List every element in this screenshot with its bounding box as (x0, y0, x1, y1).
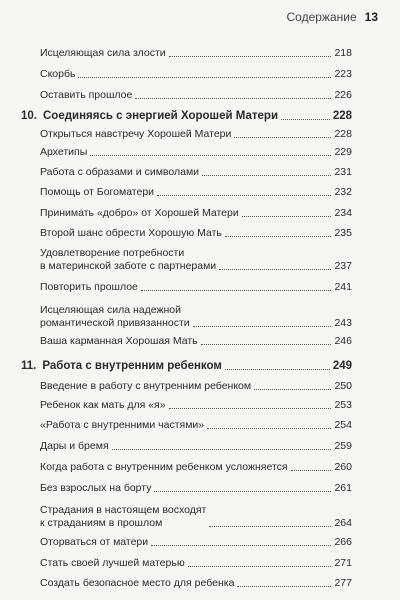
toc-entry (40, 281, 352, 294)
leader-dots (112, 449, 332, 450)
leader-dots (154, 491, 331, 492)
toc-entry-title: Открыться навстречу Хорошей Матери (40, 128, 232, 140)
toc-entry-page: 261 (334, 482, 352, 494)
toc-entry-title-line: Исцеляющая сила надежной (40, 304, 181, 316)
toc-entry-page: 229 (334, 146, 352, 158)
leader-dots (201, 344, 332, 345)
leader-dots (188, 566, 332, 567)
toc-entry-page: 250 (334, 380, 352, 392)
toc-entry-page: 241 (334, 281, 352, 293)
toc-entry (40, 304, 352, 330)
leader-dots (141, 290, 332, 291)
toc-entry (40, 536, 352, 549)
toc-entry-title: Исцеляющая сила злости (40, 47, 166, 59)
chapter-entry (21, 110, 352, 123)
toc-entry-page: 234 (334, 207, 352, 219)
leader-dots (225, 236, 332, 237)
toc-entry-title (40, 304, 190, 330)
toc-entry-title-line: к страданиям в прошлом (40, 517, 163, 529)
leader-dots (207, 428, 331, 429)
toc-entry-page: 271 (334, 557, 352, 569)
toc-entry-title: Дары и бремя (40, 440, 109, 452)
chapter-number: 10. (21, 110, 37, 122)
toc-entry-title-line: в материнской заботе с партнерами (40, 260, 217, 272)
toc-entry-title: Оторваться от матери (40, 536, 149, 548)
toc-entry-page: 264 (334, 517, 352, 529)
toc-entry (40, 207, 352, 220)
toc-entry (40, 399, 352, 412)
toc-entry-page: 259 (334, 440, 352, 452)
toc-entry-page: 246 (334, 335, 352, 347)
toc-entry-title: Второй шанс обрести Хорошую Мать (40, 227, 222, 239)
leader-dots (151, 545, 331, 546)
toc-entry (40, 380, 352, 393)
toc-entry-page: 237 (334, 260, 352, 272)
leader-dots (90, 155, 331, 156)
toc-entry-page: 266 (334, 536, 352, 548)
toc-entry-page: 254 (334, 419, 352, 431)
toc-entry-title: Повторить прошлое (40, 281, 138, 293)
toc-entry (40, 89, 352, 102)
toc-entry-title: Введение в работу с внутренним ребенком (40, 380, 252, 392)
chapter-title: Соединяясь с энергией Хорошей Матери (43, 110, 279, 122)
page-number: 13 (364, 10, 378, 24)
toc-entry-title-line: Страдания в настоящем восходят (40, 504, 207, 516)
toc-entry (40, 47, 352, 60)
chapter-number: 11. (21, 360, 37, 372)
toc-entry-title: Ребенок как мать для «я» (40, 399, 166, 411)
toc-entry-title: Без взрослых на борту (40, 482, 152, 494)
toc-entry-page: 218 (334, 47, 352, 59)
leader-dots (254, 389, 331, 390)
toc-entry (40, 247, 352, 273)
toc-entry-title-line: Удовлетворение потребности (40, 247, 185, 259)
leader-dots (242, 216, 332, 217)
toc-entry (40, 128, 352, 141)
toc-entry-title: Когда работа с внутренним ребенком усложняется (40, 461, 288, 473)
leader-dots (202, 175, 331, 176)
toc-entry-page: 223 (334, 68, 352, 80)
toc-entry-page: 253 (334, 399, 352, 411)
toc-entry-page: 228 (334, 128, 352, 140)
toc-entry-page: 243 (334, 317, 352, 329)
chapter-page: 228 (332, 110, 352, 122)
leader-dots (237, 586, 331, 587)
leader-dots (291, 470, 332, 471)
leader-dots (169, 408, 332, 409)
toc-entry-title: Стать своей лучшей матерью (40, 557, 185, 569)
leader-dots (135, 98, 331, 99)
toc-entry-title: Ваша карманная Хорошая Мать (40, 335, 198, 347)
toc-entry-title: Работа с образами и символами (40, 166, 200, 178)
chapter-page: 249 (332, 360, 352, 372)
leader-dots (234, 137, 331, 138)
toc-entry-page: 235 (334, 227, 352, 239)
toc-entry (40, 227, 352, 240)
toc-entry (40, 504, 352, 530)
toc-entry-title (40, 247, 216, 273)
toc-entry-title: «Работа с внутренними частями» (40, 419, 205, 431)
toc-entry (40, 577, 352, 590)
toc-entry (40, 461, 352, 474)
toc-entry (40, 440, 352, 453)
leader-dots (193, 326, 332, 327)
toc-entry (40, 166, 352, 179)
leader-dots (281, 119, 330, 120)
leader-dots (225, 369, 330, 370)
running-head: Содержание (286, 10, 357, 24)
toc-entry (40, 482, 352, 495)
leader-dots (169, 56, 332, 57)
toc-entry (40, 146, 352, 159)
toc-entry-title: Скорбь (40, 68, 76, 80)
toc-entry-title: Оставить прошлое (40, 89, 133, 101)
toc-entry-page: 277 (334, 577, 352, 589)
leader-dots (219, 269, 331, 270)
toc-entry-title: Принимать «добро» от Хорошей Матери (40, 207, 239, 219)
toc-entry (40, 68, 352, 81)
leader-dots (78, 77, 331, 78)
chapter-entry (21, 360, 352, 373)
toc-entry-title: Архетипы (40, 146, 88, 158)
toc-entry-page: 232 (334, 186, 352, 198)
toc-entry-page: 226 (334, 89, 352, 101)
leader-dots (157, 195, 331, 196)
toc-entry-title: Создать безопасное место для ребенка (40, 577, 235, 589)
toc-entry-title (40, 504, 206, 530)
chapter-title: Работа с внутренним ребенком (42, 360, 222, 372)
toc-entry-title-line: романтической привязанности (40, 317, 190, 329)
toc-entry (40, 419, 352, 432)
toc-entry (40, 335, 352, 348)
toc-entry-title: Помощь от Богоматери (40, 186, 155, 198)
toc-entry-page: 260 (334, 461, 352, 473)
toc-entry (40, 186, 352, 199)
toc-entry (40, 557, 352, 570)
leader-dots (209, 526, 331, 527)
toc-entry-page: 231 (334, 166, 352, 178)
